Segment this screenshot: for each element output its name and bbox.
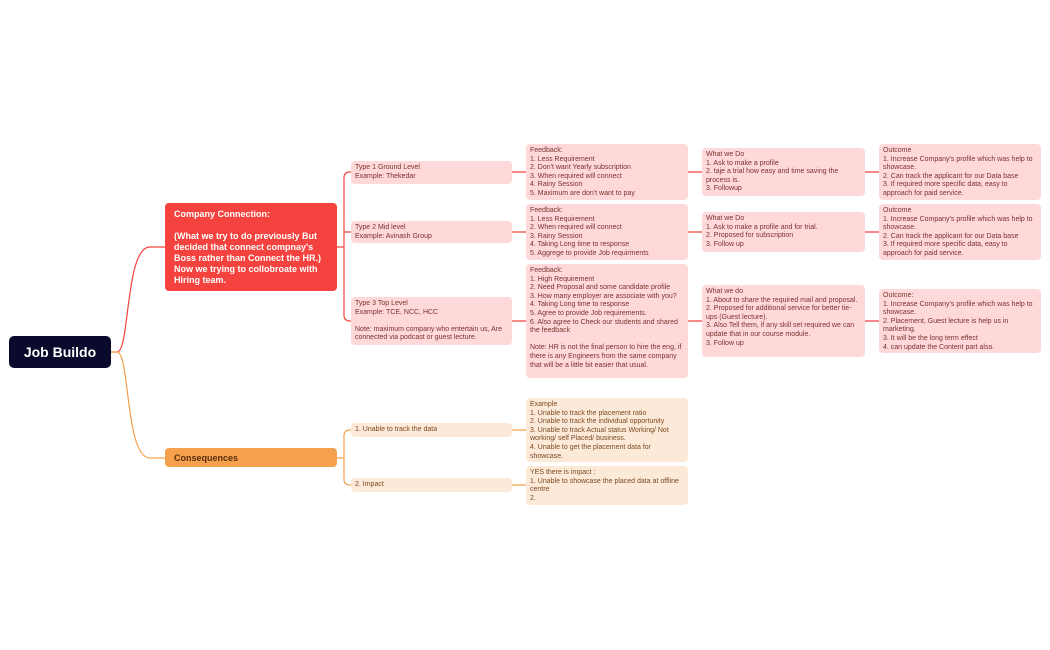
link-root-consequences (111, 352, 165, 458)
link-consequences-items (337, 430, 351, 485)
what-we-do-1-node[interactable]: What we Do 1. Ask to make a profile 2. taje a trial how easy and time saving the process is. 3. Followup (702, 148, 865, 196)
consequence-1-node[interactable]: 1. Unable to track the data (351, 423, 512, 437)
link-root-company (111, 247, 165, 352)
feedback-3-node[interactable]: Feedback: 1. High Requirement 2. Need Proposal and some candidate profile 3. How many employer are associate with you? 4. Taking Long time to response 5. Agree to provide Job requirements. 6. Also agree to Check our students and shared the feedback Note: HR is not the final person to hire the eng, if there is any Engineers from the same company that will be a little bit easier that usual. (526, 264, 688, 378)
link-feedback-whatwedo (688, 172, 702, 321)
root-node[interactable]: Job Buildo (9, 336, 111, 368)
type-2-node[interactable]: Type 2 Mid level Example: Avinash Group (351, 221, 512, 243)
link-type-feedback (512, 172, 526, 321)
feedback-1-node[interactable]: Feedback: 1. Less Requirement 2. Don't want Yearly subscription 3. When required will connect 4. Rainy Session 5. Maximum are don't want to pay (526, 144, 688, 200)
consequence-1-detail-node[interactable]: Example 1. Unable to track the placement ratio 2. Unable to track the individual opportunity 3. Unable to track Actual status Working/ Not working/ self Placed/ business. 4. Unable to get the placement data for showcase. (526, 398, 688, 462)
outcome-3-node[interactable]: Outcome: 1. Increase Company's profile which was help to showcase. 2. Placement, Guest lecture is help us in marketing. 3. It will be the long term effect 4. can update the Content part also. (879, 289, 1041, 353)
company-connection-node[interactable]: Company Connection: (What we try to do previously But decided that connect compnay's Boss rather than Connect the HR.) Now we trying to collobroate with Hiring team. (165, 203, 337, 291)
type-3-node[interactable]: Type 3 Top Level Example: TCE, NCC, HCC Note: maximum company who entertain us, Are connected via podcast or guest lecture. (351, 297, 512, 345)
link-company-types (337, 172, 351, 321)
what-we-do-3-node[interactable]: What we do 1. About to share the required mail and proposal. 2. Proposed for additional service for better tie-ups (Guest lecture). 3. Also Tell them, if any skill set required we can update that in our course module. 3. Follow up (702, 285, 865, 357)
what-we-do-2-node[interactable]: What we Do 1. Ask to make a profile and for trial. 2. Proposed for subscription 3. Follow up (702, 212, 865, 252)
type-1-node[interactable]: Type 1 Ground Level Example: Thekedar (351, 161, 512, 184)
link-items-details (512, 430, 526, 485)
outcome-2-node[interactable]: Outcome 1. Increase Company's profile which was help to showcase. 2. Can track the applicant for our Data base 3. If required more specific data, easy to approach for paid service. (879, 204, 1041, 260)
consequence-2-node[interactable]: 2. Impact (351, 478, 512, 492)
outcome-1-node[interactable]: Outcome 1. Increase Company's profile which was help to showcase. 2. Can track the applicant for our Data base 3. If required more specific data, easy to approach for paid service. (879, 144, 1041, 200)
consequence-2-detail-node[interactable]: YES there is impact : 1. Unable to showcase the placed data at offline centre 2. (526, 466, 688, 505)
link-whatwedo-outcome (865, 172, 879, 321)
feedback-2-node[interactable]: Feedback: 1. Less Requirement 2. When required will connect 3. Rainy Session 4. Taking Long time to response 5. Aggrege to provide Job requirments (526, 204, 688, 260)
consequences-node[interactable]: Consequences (165, 448, 337, 467)
